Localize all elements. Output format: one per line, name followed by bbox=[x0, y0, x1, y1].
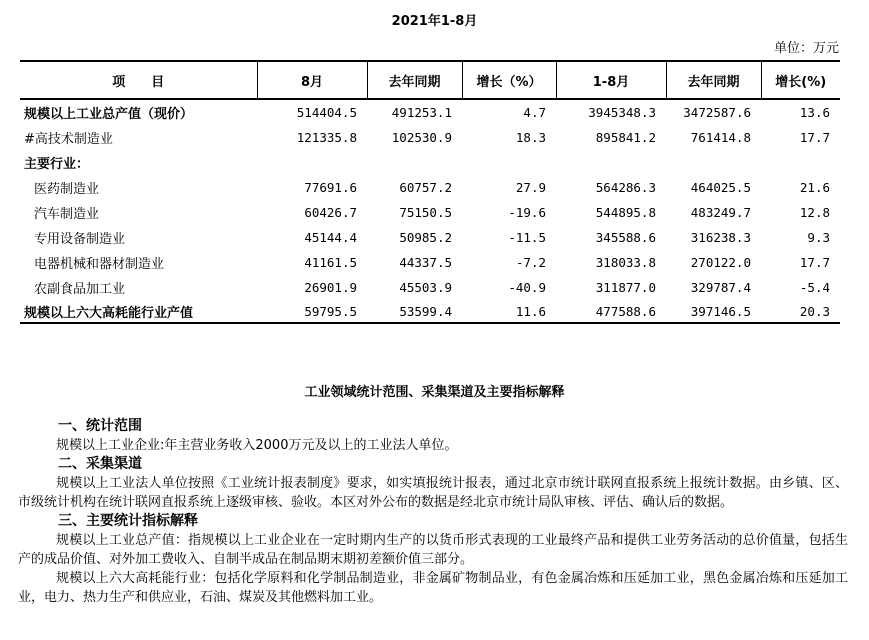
table-cell: 397146.5 bbox=[666, 300, 761, 323]
notes-title: 工业领域统计范围、采集渠道及主要指标解释 bbox=[304, 385, 565, 400]
table-row bbox=[20, 225, 840, 250]
table-cell: 20.3 bbox=[761, 300, 840, 323]
section-heading-indicators: 三、主要统计指标解释 bbox=[58, 513, 198, 529]
table-cell: 21.6 bbox=[799, 180, 830, 195]
section-paragraph: 规模以上工业企业:年主营业务收入2000万元及以上的工业法人单位。 bbox=[56, 438, 458, 453]
row-label: 规模以上工业总产值（现价） bbox=[24, 107, 194, 122]
table-cell: 60426.7 bbox=[304, 205, 357, 220]
table-cell: 50985.2 bbox=[399, 230, 452, 245]
table-header-row bbox=[20, 61, 840, 99]
table-cell: 270122.0 bbox=[690, 255, 751, 270]
table-cell: 60757.2 bbox=[399, 180, 452, 195]
table-cell: 13.6 bbox=[799, 105, 830, 120]
table-cell: 761414.8 bbox=[690, 130, 751, 145]
row-label: 专用设备制造业 bbox=[34, 232, 126, 247]
column-header-growth-jan-aug: 增长(%) bbox=[761, 61, 840, 99]
report-period-title: 2021年1-8月 bbox=[391, 14, 478, 29]
row-label: 农副食品加工业 bbox=[34, 282, 126, 297]
table-cell: -5.4 bbox=[799, 280, 830, 295]
table-row bbox=[20, 125, 840, 150]
table-cell: 121335.8 bbox=[296, 130, 357, 145]
section-paragraph: 规模以上六大高耗能行业：包括化学原料和化学制品制造业，非金属矿物制品业，有色金属冶炼和压延加工业，黑色金属冶炼和压延加工业，电力、热力生产和供应业，石油、煤炭及其他燃料加工业。 bbox=[18, 571, 848, 605]
table-cell: 3472587.6 bbox=[683, 105, 751, 120]
table-cell: 464025.5 bbox=[690, 180, 751, 195]
table-cell: 45144.4 bbox=[304, 230, 357, 245]
row-label: 规模以上六大高耗能行业产值 bbox=[20, 300, 257, 323]
section-heading-channel: 二、采集渠道 bbox=[58, 456, 142, 472]
table-cell: 895841.2 bbox=[595, 130, 656, 145]
table-cell: 514404.5 bbox=[296, 105, 357, 120]
table-cell bbox=[257, 150, 367, 175]
table-row bbox=[20, 175, 840, 200]
table-cell: 41161.5 bbox=[304, 255, 357, 270]
column-header-last-year-august: 去年同期 bbox=[367, 61, 462, 99]
table-row bbox=[20, 300, 840, 323]
table-cell: 4.7 bbox=[523, 105, 546, 120]
table-cell: 17.7 bbox=[799, 130, 830, 145]
table-cell: 311877.0 bbox=[595, 280, 656, 295]
table-row bbox=[20, 99, 840, 125]
table-cell bbox=[761, 150, 840, 175]
table-cell: 18.3 bbox=[515, 130, 546, 145]
table-cell: 491253.1 bbox=[391, 105, 452, 120]
table-row bbox=[20, 150, 840, 175]
table-row bbox=[20, 275, 840, 300]
table-cell: 316238.3 bbox=[690, 230, 751, 245]
section-heading-scope: 一、统计范围 bbox=[58, 418, 142, 434]
table-cell: 59795.5 bbox=[257, 300, 367, 323]
table-cell: 26901.9 bbox=[304, 280, 357, 295]
table-cell: -7.2 bbox=[515, 255, 546, 270]
table-cell bbox=[666, 150, 761, 175]
table-cell: 27.9 bbox=[515, 180, 546, 195]
section-paragraph: 规模以上工业总产值：指规模以上工业企业在一定时期内生产的以货币形式表现的工业最终产品和提供工业劳务活动的总价值量，包括生产的成品价值、对外加工费收入、自制半成品在制品期末期初差额价值三部分。 bbox=[18, 533, 848, 567]
table-cell bbox=[367, 150, 462, 175]
table-cell: 544895.8 bbox=[595, 205, 656, 220]
table-cell bbox=[556, 150, 666, 175]
table-cell: 44337.5 bbox=[399, 255, 452, 270]
table-row bbox=[20, 200, 840, 225]
table-cell bbox=[462, 150, 556, 175]
table-cell: 45503.9 bbox=[399, 280, 452, 295]
table-cell: 329787.4 bbox=[690, 280, 751, 295]
table-cell: 564286.3 bbox=[595, 180, 656, 195]
table-cell: -19.6 bbox=[508, 205, 546, 220]
table-cell: 9.3 bbox=[807, 230, 830, 245]
table-cell: 3945348.3 bbox=[588, 105, 656, 120]
column-header-growth-august: 增长（%） bbox=[462, 61, 556, 99]
row-label: 主要行业： bbox=[24, 157, 90, 172]
row-label: 电器机械和器材制造业 bbox=[34, 257, 165, 272]
column-header-item: 项 目 bbox=[20, 61, 257, 99]
table-cell: 77691.6 bbox=[304, 180, 357, 195]
table-cell: 102530.9 bbox=[391, 130, 452, 145]
table-cell: -40.9 bbox=[508, 280, 546, 295]
notes-section bbox=[18, 417, 848, 607]
industrial-output-table bbox=[20, 60, 840, 324]
row-label: 医药制造业 bbox=[34, 182, 100, 197]
table-cell: 11.6 bbox=[462, 300, 556, 323]
table-cell: 17.7 bbox=[799, 255, 830, 270]
unit-label: 单位：万元 bbox=[773, 41, 839, 56]
table-cell: -11.5 bbox=[508, 230, 546, 245]
section-paragraph: 规模以上工业法人单位按照《工业统计报表制度》要求，如实填报统计报表，通过北京市统计联网直报系统上报统计数据。由乡镇、区、市级统计机构在统计联网直报系统上逐级审核、验收。本区对外公布的数据是经北京市统计局队审核、评估、确认后的数据。 bbox=[18, 476, 848, 510]
table-row bbox=[20, 250, 840, 275]
table-cell: 318033.8 bbox=[595, 255, 656, 270]
column-header-august: 8月 bbox=[257, 61, 367, 99]
table-cell: 483249.7 bbox=[690, 205, 751, 220]
row-label: 汽车制造业 bbox=[34, 207, 100, 222]
column-header-jan-aug: 1-8月 bbox=[556, 61, 666, 99]
table-cell: 12.8 bbox=[799, 205, 830, 220]
table-cell: 477588.6 bbox=[556, 300, 666, 323]
table-cell: 53599.4 bbox=[367, 300, 462, 323]
table-cell: 345588.6 bbox=[595, 230, 656, 245]
row-label: #高技术制造业 bbox=[24, 132, 113, 147]
column-header-last-year-jan-aug: 去年同期 bbox=[666, 61, 761, 99]
table-cell: 75150.5 bbox=[399, 205, 452, 220]
